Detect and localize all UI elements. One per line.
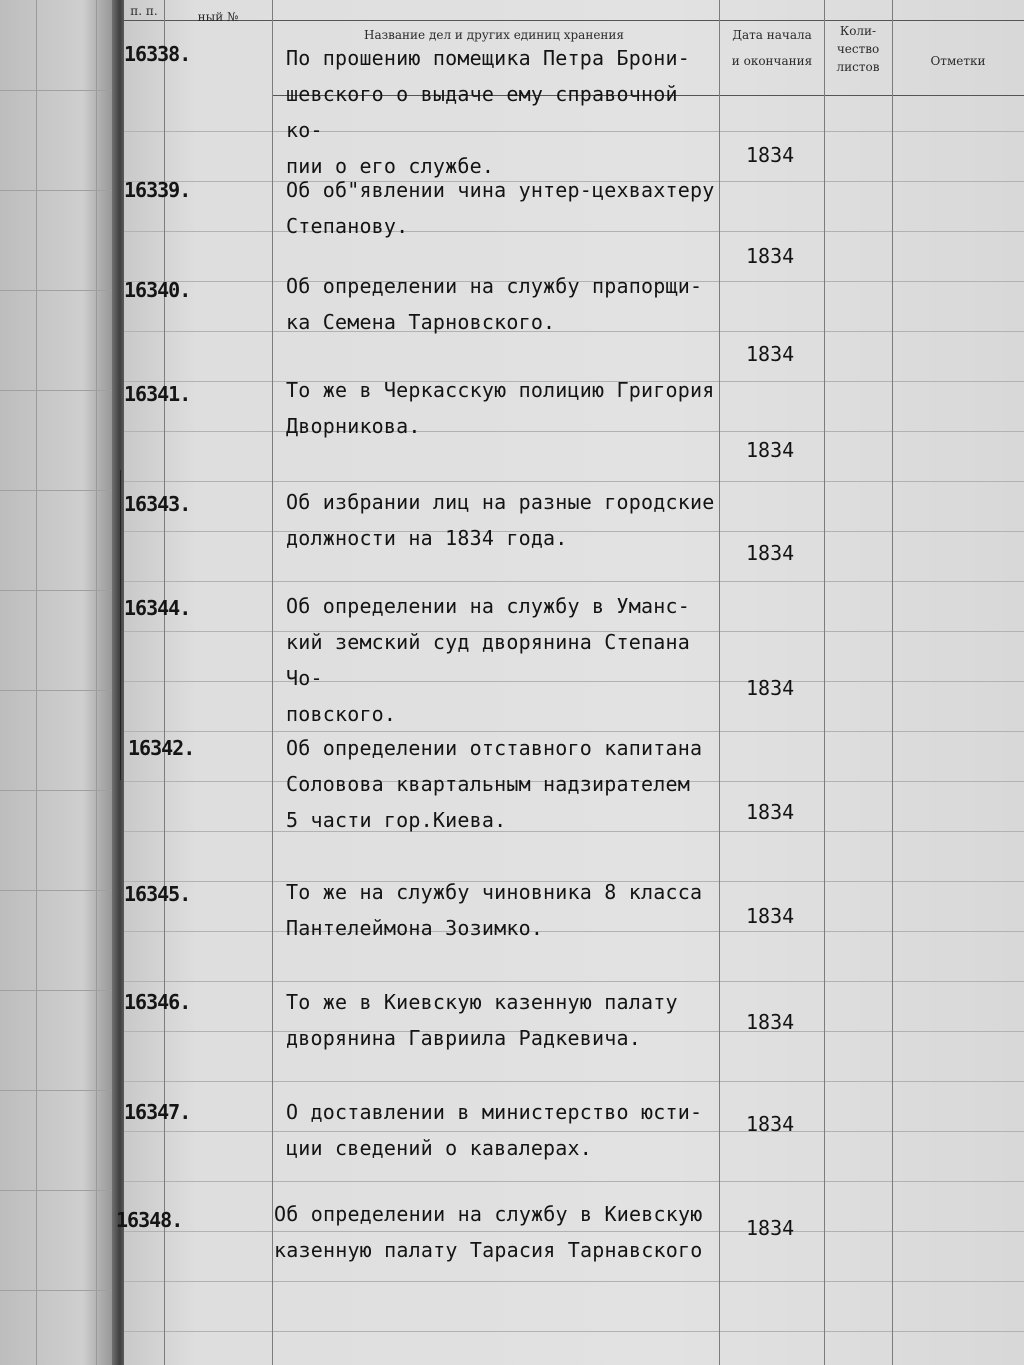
- entry-year: 1834: [746, 1216, 795, 1240]
- header-title: Название дел и других единиц хранения: [363, 28, 624, 42]
- entry-number: 16339.: [124, 178, 191, 202]
- entry-year: 1834: [746, 143, 795, 167]
- entry-title: Об определении на службу в Уманс- кий земский суд дворянина Степана Чо- повского.: [286, 594, 690, 726]
- entry-number: 16347.: [124, 1100, 191, 1124]
- entry-number: 16343.: [124, 492, 191, 516]
- ruled-line: [124, 1331, 1024, 1332]
- entry-number: 16346.: [124, 990, 191, 1014]
- entry-title: Об определении отставного капитана Соловова квартальным надзирателем 5 части гор.Киева.: [286, 736, 703, 832]
- entry-title: То же в Киевскую казенную палату дворянина Гавриила Радкевича.: [286, 990, 678, 1050]
- entry-title: То же в Черкасскую полицию Григория Дворникова.: [286, 378, 715, 438]
- ruled-line: [124, 581, 1024, 582]
- ruled-line: [124, 481, 1024, 482]
- register-page: [116, 0, 1024, 1365]
- entry-number: 16348.: [116, 1208, 183, 1232]
- header-dates: Дата начала и окончания: [731, 28, 813, 68]
- entry-title: О доставлении в министерство юсти- ции сведений о кавалерах.: [286, 1100, 703, 1160]
- entry-title: Об определении на службу прапорщи- ка Семена Тарновского.: [286, 274, 703, 334]
- entry-year: 1834: [746, 904, 795, 928]
- entry-number: 16342.: [128, 736, 195, 760]
- entry-year: 1834: [746, 244, 795, 268]
- ruled-line: [124, 981, 1024, 982]
- ruled-line: [124, 1181, 1024, 1182]
- entry-year: 1834: [746, 1112, 795, 1136]
- header-notes: Отметки: [930, 54, 986, 68]
- entry-number: 16338.: [124, 42, 191, 66]
- entry-title: То же на службу чиновника 8 класса Пантелеймона Зозимко.: [286, 880, 703, 940]
- entry-number: 16340.: [124, 278, 191, 302]
- entry-number: 16341.: [124, 382, 191, 406]
- entry-title: Об об"явлении чина унтер-цехвахтеру Степанову.: [286, 178, 715, 238]
- entry-year: 1834: [746, 1010, 795, 1034]
- entry-title: Об определении на службу в Киевскую казенную палату Тарасия Тарнавского: [274, 1202, 703, 1262]
- entry-year: 1834: [746, 541, 795, 565]
- entry-number: 16344.: [124, 596, 191, 620]
- header-sheets: Коли- чество листов: [836, 24, 880, 74]
- header-num: п. п.: [130, 4, 158, 18]
- entry-year: 1834: [746, 438, 795, 462]
- entry-title: По прошению помещика Петра Брони- шевского о выдаче ему справочной ко- пии о его службе.: [286, 46, 690, 178]
- entry-year: 1834: [746, 676, 795, 700]
- left-page-edge: [0, 0, 118, 1365]
- entry-title: Об избрании лиц на разные городские должности на 1834 года.: [286, 490, 715, 550]
- entry-year: 1834: [746, 342, 795, 366]
- ruled-line: [124, 1081, 1024, 1082]
- entry-number: 16345.: [124, 882, 191, 906]
- header-inventory: ный №: [197, 10, 239, 24]
- margin-bracket: [120, 470, 131, 780]
- entry-year: 1834: [746, 800, 795, 824]
- ruled-line: [124, 1281, 1024, 1282]
